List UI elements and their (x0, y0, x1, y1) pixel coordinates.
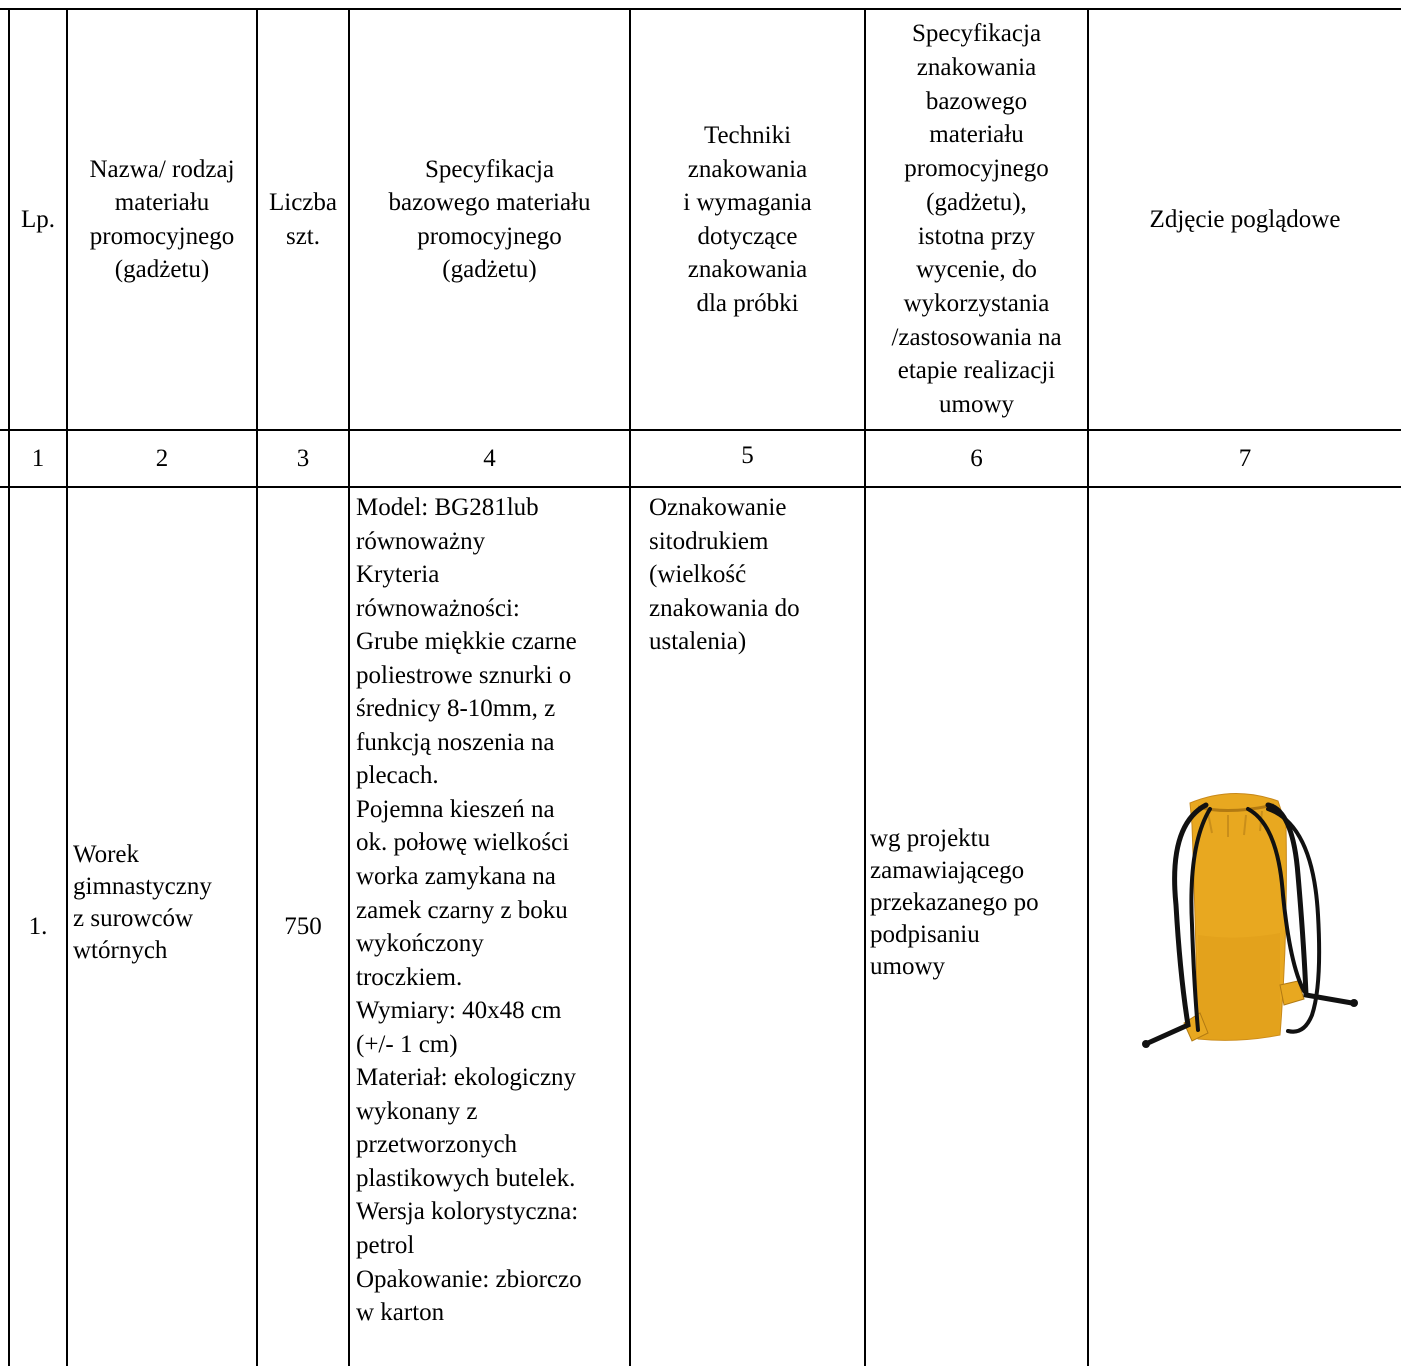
column-number-1 (10, 431, 66, 486)
bag-pocket (1198, 933, 1280, 1040)
column-number-1-text: 1 (31, 444, 45, 472)
row-1-name (68, 488, 256, 1318)
row-1-lp (10, 488, 66, 1366)
header-lp (10, 10, 66, 429)
header-photo-text: Zdjęcie poglądowe (1149, 205, 1341, 233)
row-1-spec (350, 491, 629, 1361)
header-marking-spec-text: Specyfikacja znakowania bazowego materiału promocyjnego (gadżetu), istotna przy wycenie, do wykorzystania /zastosowania na etapie realizacji umowy (891, 20, 1062, 419)
column-number-3-text: 3 (296, 444, 310, 472)
row-1-qty-text: 750 (284, 913, 322, 941)
row-1-name-text: Worek gimnastyczny z surowców wtórnych (73, 841, 212, 964)
header-name (68, 10, 256, 429)
header-spec (350, 10, 629, 429)
row-1-spec-text: Model: BG281lub równoważny Kryteria równoważności: Grube miękkie czarne poliestrowe sznurki o średnicy 8-10mm, z funkcją noszenia na plecach. Pojemna kieszeń na ok. połowę wielkości worka zamykana na zamek czarny z boku wykończony troczkiem. Wymiary: 40x48 cm (+/- 1 cm) Materiał: ekologiczny wykonany z przetworzonych plastikowych butelek. Wersja kolorystyczna: petrol Opakowanie: zbiorczo w karton (356, 494, 582, 1327)
column-number-7-text: 7 (1238, 444, 1252, 472)
row-1-lp-text: 1. (28, 913, 48, 941)
header-techniques-text: Techniki znakowania i wymagania dotyczące znakowania dla próbki (683, 122, 812, 317)
header-name-text: Nazwa/ rodzaj materiału promocyjnego (gadżetu) (89, 155, 235, 283)
row-1-qty (258, 488, 348, 1366)
column-number-2 (68, 431, 256, 486)
cord-end-left (1142, 1040, 1150, 1048)
header-lp-text: Lp. (20, 205, 56, 233)
header-marking-spec (866, 10, 1087, 429)
header-techniques (631, 10, 864, 429)
cord-end-right (1350, 999, 1358, 1007)
drawstring-bag-image (1128, 785, 1368, 1060)
column-number-3 (258, 431, 348, 486)
column-number-5-text: 5 (741, 442, 754, 470)
column-number-2-text: 2 (155, 444, 169, 472)
header-qty (258, 10, 348, 429)
row-1-marking-spec (866, 488, 1087, 1318)
row-1-techniques (631, 491, 864, 691)
header-photo (1089, 10, 1401, 429)
header-spec-text: Specyfikacja bazowego materiału promocyjnego (gadżetu) (388, 155, 591, 283)
row-1-marking-spec-text: wg projektu zamawiającego przekazanego po podpisaniu umowy (870, 825, 1039, 980)
column-number-4 (350, 431, 629, 486)
column-number-6 (866, 431, 1087, 486)
column-number-5 (631, 431, 864, 481)
column-number-4-text: 4 (483, 444, 496, 472)
column-number-6-text: 6 (970, 444, 983, 472)
column-number-7 (1089, 431, 1401, 486)
header-qty-text: Liczba szt. (268, 189, 337, 250)
row-1-techniques-text: Oznakowanie sitodrukiem (wielkość znakowania do ustalenia) (649, 494, 800, 655)
